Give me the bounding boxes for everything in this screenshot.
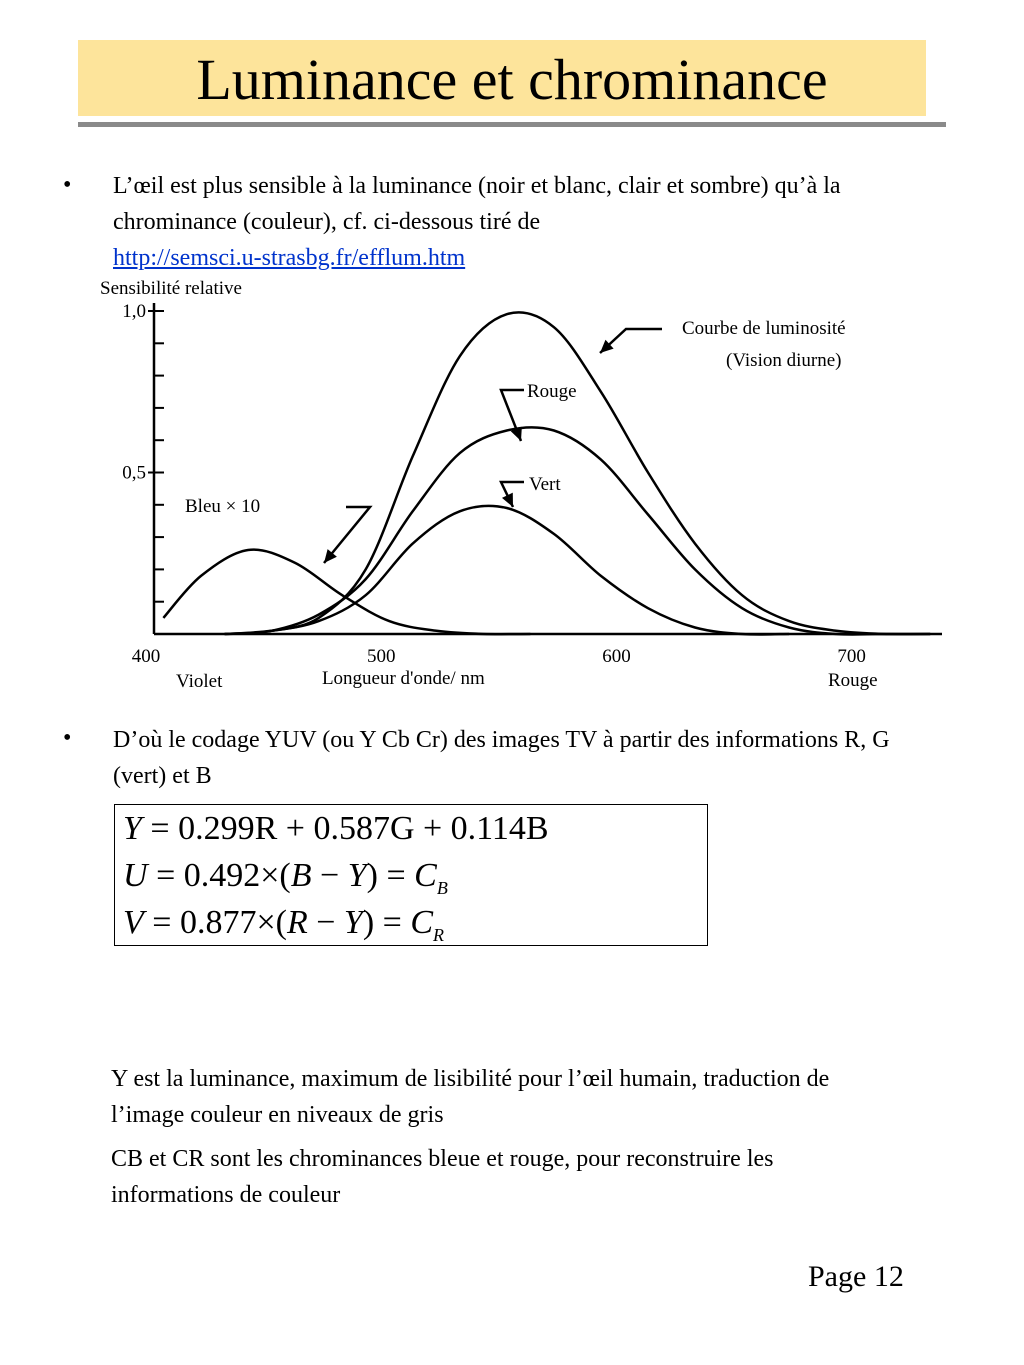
y-tick-label: 1,0 <box>122 301 146 322</box>
page-title: Luminance et chrominance <box>196 47 828 112</box>
legend-label-rouge: Rouge <box>527 381 577 402</box>
spectral-sensitivity-chart <box>96 276 946 696</box>
x-tick-label: 500 <box>366 646 396 667</box>
y-tick-label: 0,5 <box>122 462 146 484</box>
y-axis-label: Sensibilité relative <box>100 278 242 299</box>
title-divider <box>78 122 946 127</box>
bullet-text-2: D’où le codage YUV (ou Y Cb Cr) des images TV à partir des informations R, G (vert) et B <box>113 727 890 789</box>
x-tick-label: 600 <box>602 646 631 667</box>
x-end-label-rouge: Rouge <box>828 670 878 691</box>
bullet-1-body: L’œil est plus sensible à la luminance (noir et blanc, clair et sombre) qu’à la chrominance (couleur), cf. ci-dessous tiré de <box>113 173 841 235</box>
bullet-text-1 <box>113 168 883 276</box>
formula-v: $V = 0.877\times(R - Y) = C_R$ <box>123 904 445 945</box>
x-tick-label: 400 <box>131 646 161 667</box>
note-luminance: Y est la luminance, maximum de lisibilité pour l’œil humain, traduction de l’image couleur en niveaux de gris <box>111 1066 830 1128</box>
bullet-marker: • <box>63 172 72 198</box>
yuv-formula-box <box>114 804 708 946</box>
formula-u: $U = 0.492\times(B - Y) = C_B$ <box>123 857 448 898</box>
page-number: Page 12 <box>808 1260 904 1293</box>
series-line-bleu <box>163 550 530 635</box>
source-link[interactable]: http://semsci.u-strasbg.fr/efflum.htm <box>113 245 466 271</box>
x-end-label-violet: Violet <box>176 671 223 692</box>
legend-label-luminosite: Courbe de luminosité <box>682 318 846 339</box>
note-chrominance: CB et CR sont les chrominances bleue et rouge, pour reconstruire les informations de couleur <box>111 1146 774 1208</box>
series-line-rouge <box>225 427 931 634</box>
x-tick-label: 700 <box>837 646 866 667</box>
formula-y: Y = 0.299R + 0.587G + 0.114B <box>123 810 549 847</box>
legend-label-luminosite-2: (Vision diurne) <box>726 350 842 371</box>
legend-label-bleu: Bleu × 10 <box>185 496 261 517</box>
bullet-marker: • <box>63 725 72 751</box>
legend-label-vert: Vert <box>529 474 561 495</box>
x-axis-label: Longueur d'onde/ nm <box>321 668 485 689</box>
